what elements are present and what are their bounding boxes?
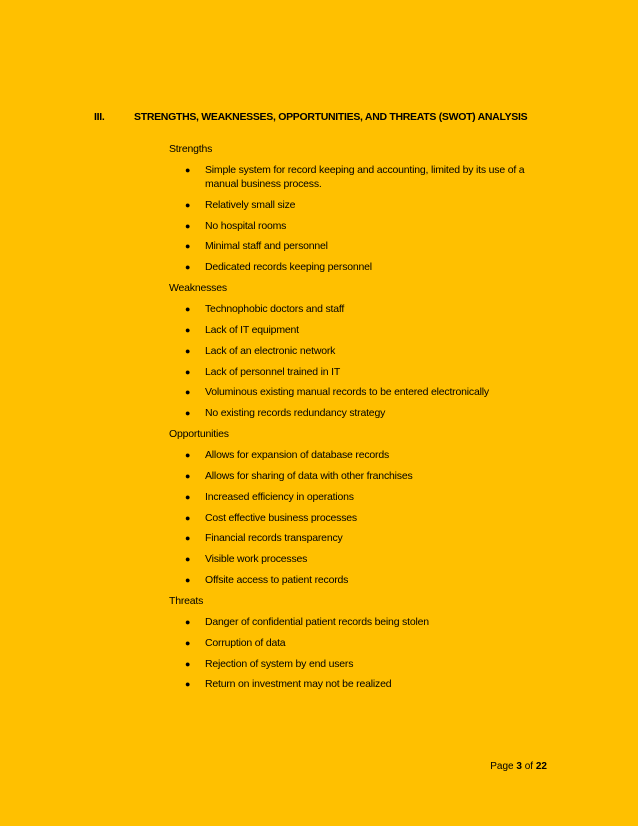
bullet-icon: ● [185,165,191,175]
section-label-weaknesses: Weaknesses [169,282,227,295]
list-item: ● Dedicated records keeping personnel [185,261,372,274]
bullet-icon: ● [185,220,191,231]
list-item: ● Cost effective business processes [185,511,357,524]
swot-section-opportunities [169,427,549,587]
total-pages-number: 22 [535,761,547,772]
bullet-icon: ● [185,512,191,523]
current-page-number: 3 [516,761,522,772]
swot-section-weaknesses [169,281,549,420]
list-item: ● Return on investment may not be realized [185,678,392,691]
list-item: ● Corruption of data [185,636,286,649]
bullet-icon: ● [185,491,191,502]
page-label: Page [490,761,514,772]
list-item: ● Relatively small size [185,198,296,211]
section-label-opportunities: Opportunities [169,428,229,441]
swot-section-strengths [169,142,549,274]
list-item: ● Rejection of system by end users [185,657,354,670]
list-item: ● Danger of confidential patient records being stolen [185,615,429,628]
bullet-icon: ● [185,241,191,252]
swot-list [169,142,549,698]
list-item: ● Allows for sharing of data with other franchises [185,469,413,482]
page-footer [490,761,547,772]
bullet-icon: ● [185,199,191,210]
bullet-icon: ● [185,533,191,544]
bullet-icon: ● [185,637,191,648]
list-item: ● Financial records transparency [185,532,343,545]
list-item: ● Visible work processes [185,553,308,566]
list-item: ● Allows for expansion of database records [185,449,390,462]
of-label: of [524,761,534,772]
section-number: III. [94,111,105,123]
section-label-threats: Threats [169,594,204,607]
list-item: ● Voluminous existing manual records to be entered electronically [185,386,489,399]
bullet-icon: ● [185,345,191,356]
list-item: ● Increased efficiency in operations [185,490,354,503]
bullet-icon: ● [185,679,191,690]
bullet-icon: ● [185,616,191,627]
list-item: ● Lack of an electronic network [185,344,336,357]
list-item: ● No hospital rooms [185,219,287,232]
list-item: ● Offsite access to patient records [185,573,349,586]
bullet-icon: ● [185,470,191,481]
bullet-icon: ● [185,262,191,273]
section-title: STRENGTHS, WEAKNESSES, OPPORTUNITIES, AND THREATS (SWOT) ANALYSIS [134,111,528,123]
bullet-icon: ● [185,450,191,461]
bullet-icon: ● [185,574,191,585]
list-item: ● No existing records redundancy strategy [185,407,386,420]
list-item: ● Minimal staff and personnel [185,240,328,253]
bullet-icon: ● [185,366,191,377]
swot-section-threats [169,594,549,691]
list-item: ● Simple system for record keeping and accounting, limited by its use of a manual business process. [185,164,525,190]
bullet-icon: ● [185,554,191,565]
list-item: ● Lack of personnel trained in IT [185,365,341,378]
list-item: ● Technophobic doctors and staff [185,303,345,316]
bullet-icon: ● [185,387,191,398]
bullet-icon: ● [185,408,191,419]
list-item: ● Lack of IT equipment [185,323,299,336]
bullet-icon: ● [185,658,191,669]
bullet-icon: ● [185,324,191,335]
bullet-icon: ● [185,304,191,315]
section-label-strengths: Strengths [169,143,213,155]
